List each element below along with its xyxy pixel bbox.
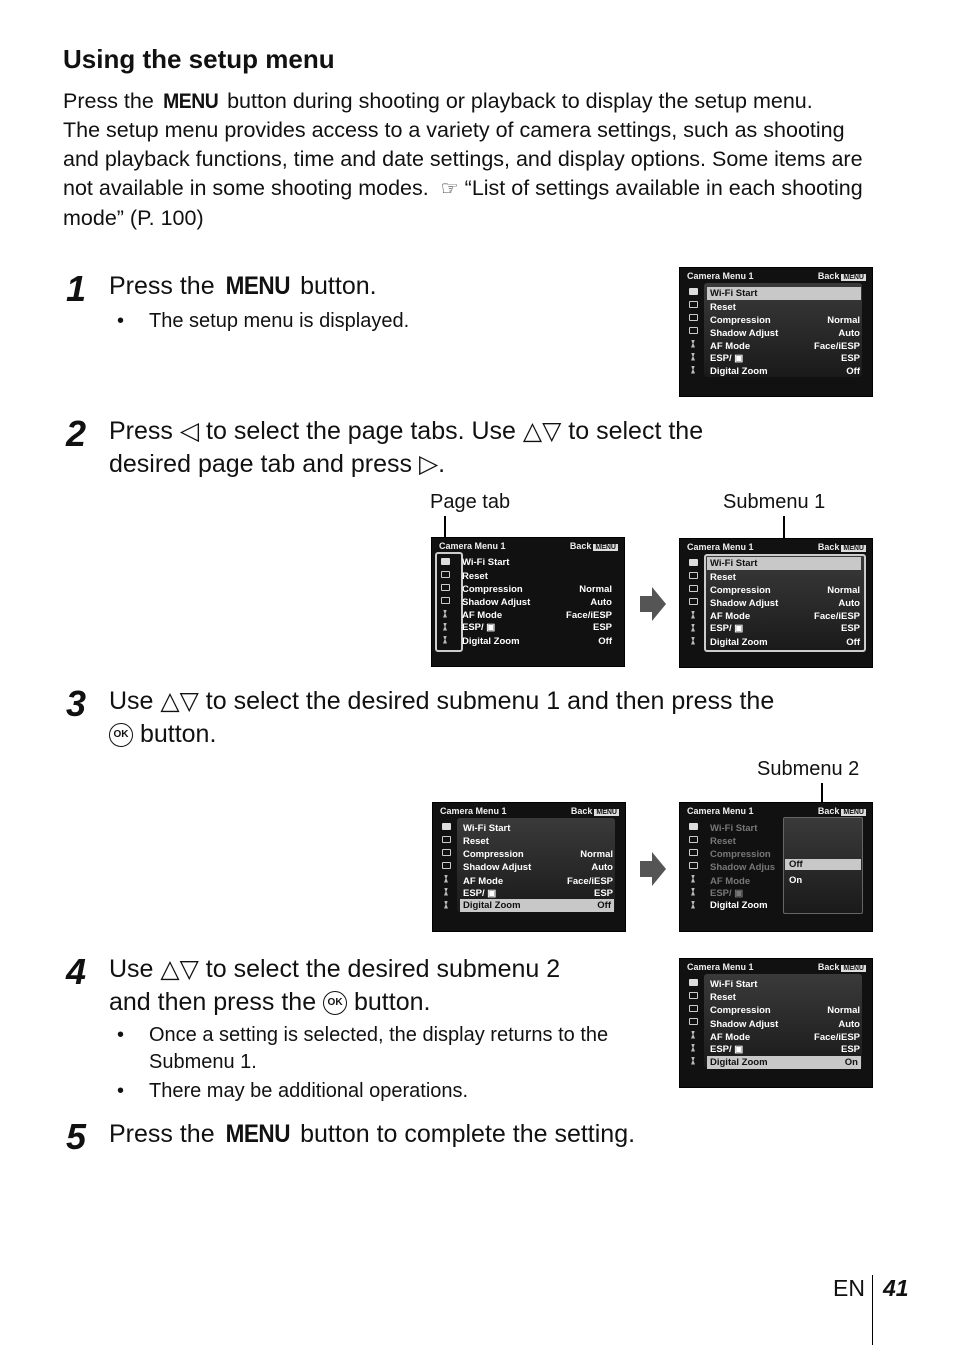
setup-icon bbox=[444, 888, 448, 896]
page-tabs bbox=[686, 285, 700, 376]
callout-submenu2: Submenu 2 bbox=[757, 758, 860, 780]
movie-icon bbox=[441, 584, 450, 591]
setup-icon bbox=[443, 636, 447, 644]
playback-icon bbox=[689, 862, 698, 869]
language-label: EN bbox=[833, 1275, 865, 1301]
setup-icon bbox=[691, 353, 695, 361]
next-arrow-icon bbox=[640, 852, 666, 886]
up-down-arrow-icon: △▽ bbox=[160, 687, 199, 715]
setup-icon bbox=[691, 1031, 695, 1039]
submenu2-panel: Off On bbox=[783, 817, 863, 914]
step-5-text: Press the MENU button to complete the setting. bbox=[109, 1120, 636, 1148]
movie-icon bbox=[689, 1005, 698, 1012]
ok-button-icon: OK bbox=[323, 991, 347, 1015]
step-4-number: 4 bbox=[66, 951, 87, 992]
setup-icon bbox=[691, 637, 695, 645]
camera-screen-result: Camera Menu 1 Back MENU Wi-Fi Start Reset Compression Normal Shadow Adjust Auto AF Mode Face/iESP ESP/ ▣ ESP Digital Zoom On bbox=[679, 958, 873, 1088]
camera-screen-digital-zoom: Camera Menu 1 Back MENU Wi-Fi Start Reset Compression Normal Shadow Adjust Auto AF Mode Face/iESP ESP/ ▣ ESP Digital Zoom Off bbox=[432, 802, 626, 932]
movie-icon bbox=[689, 585, 698, 592]
camera-screen-page-tab: Camera Menu 1 Back MENU Wi-Fi Start Reset Compression Normal Shadow Adjust Auto AF Mode Face/iESP ESP/ ▣ ESP Digital Zoom Off bbox=[431, 537, 625, 667]
setup-icon bbox=[691, 366, 695, 374]
up-down-arrow-icon: △▽ bbox=[522, 417, 562, 445]
setup-icon bbox=[691, 1057, 695, 1065]
step-4-bullet: • There may be additional operations. bbox=[117, 1080, 469, 1102]
step-5-number: 5 bbox=[66, 1116, 87, 1157]
setup-icon bbox=[691, 624, 695, 632]
setup-icon bbox=[691, 1044, 695, 1052]
setup-icon bbox=[691, 901, 695, 909]
camera-screen-submenu1: Camera Menu 1 Back MENU Wi-Fi Start Reset Compression Normal Shadow Adjust Auto AF Mode Face/iESP ESP/ ▣ ESP Digital Zoom Off bbox=[679, 538, 873, 668]
playback-icon bbox=[689, 598, 698, 605]
menu-button-word: MENU bbox=[162, 89, 219, 113]
up-down-arrow-icon: △▽ bbox=[160, 955, 199, 983]
movie-icon bbox=[689, 849, 698, 856]
playback-icon bbox=[689, 1018, 698, 1025]
camera-icon bbox=[689, 288, 698, 295]
setup-icon bbox=[691, 340, 695, 348]
setup-icon bbox=[444, 875, 448, 883]
step-2-text: Press ◁ to select the page tabs. Use △▽ to select the desired page tab and press ▷. bbox=[109, 417, 704, 478]
step-1-text: Press the MENU button. bbox=[109, 272, 377, 300]
camera-screen-step1: Camera Menu 1 Back MENU Wi-Fi Start Reset Compression Normal Shadow Adjust Auto AF Mode Face/iESP ESP/ ▣ ESP Digital Zoom Off bbox=[679, 267, 873, 397]
section-title: Using the setup menu bbox=[63, 44, 335, 74]
camera-icon bbox=[689, 572, 698, 579]
camera-screen-submenu2: Camera Menu 1 Back MENU Wi-Fi Start Reset Compression Shadow Adjus AF Mode ESP/ ▣ Digital Zoom Off On bbox=[679, 802, 873, 932]
camera-icon bbox=[442, 836, 451, 843]
camera-icon bbox=[689, 301, 698, 308]
camera-icon bbox=[689, 559, 698, 566]
setup-icon bbox=[691, 875, 695, 883]
camera-icon bbox=[689, 979, 698, 986]
ok-button-icon: OK bbox=[109, 723, 133, 747]
next-arrow-icon bbox=[640, 587, 666, 621]
setup-icon bbox=[443, 610, 447, 618]
step-4-text: Use △▽ to select the desired submenu 2 and then press the OK button. bbox=[109, 955, 561, 1016]
step-1-number: 1 bbox=[66, 268, 87, 309]
camera-icon bbox=[689, 823, 698, 830]
reference-icon: ☞ bbox=[440, 178, 459, 200]
step-3-number: 3 bbox=[66, 683, 87, 724]
setup-icon bbox=[444, 901, 448, 909]
playback-icon bbox=[442, 862, 451, 869]
step-3-text: Use △▽ to select the desired submenu 1 and then press the OK button. bbox=[109, 687, 775, 748]
camera-icon bbox=[689, 836, 698, 843]
callout-page-tab: Page tab bbox=[430, 491, 511, 513]
step-2-number: 2 bbox=[66, 413, 87, 454]
setup-icon bbox=[443, 623, 447, 631]
step-1-bullet: • The setup menu is displayed. bbox=[117, 310, 410, 332]
page-number: 41 bbox=[883, 1275, 909, 1301]
camera-icon bbox=[689, 992, 698, 999]
footer-divider bbox=[872, 1275, 873, 1345]
step-4-bullet: • Once a setting is selected, the display returns to the Submenu 1. bbox=[117, 1024, 609, 1073]
callout-submenu1: Submenu 1 bbox=[723, 491, 826, 513]
camera-icon bbox=[441, 571, 450, 578]
playback-icon bbox=[441, 597, 450, 604]
setup-icon bbox=[691, 888, 695, 896]
camera-icon bbox=[442, 823, 451, 830]
playback-icon bbox=[689, 327, 698, 334]
intro-text: Press the MENU button during shooting or playback to display the setup menu. The setup menu provides access to a variety of camera settings, such as shooting and playback functions, time and date settings, and display options. Some items are not available in some shooting modes. ☞ “List of settings available in each shooting mode” (P. 100) bbox=[63, 89, 863, 230]
camera-icon bbox=[441, 558, 450, 565]
movie-icon bbox=[689, 314, 698, 321]
right-arrow-icon: ▷ bbox=[418, 450, 439, 478]
setup-icon bbox=[691, 611, 695, 619]
left-arrow-icon: ◁ bbox=[179, 417, 200, 445]
movie-icon bbox=[442, 849, 451, 856]
